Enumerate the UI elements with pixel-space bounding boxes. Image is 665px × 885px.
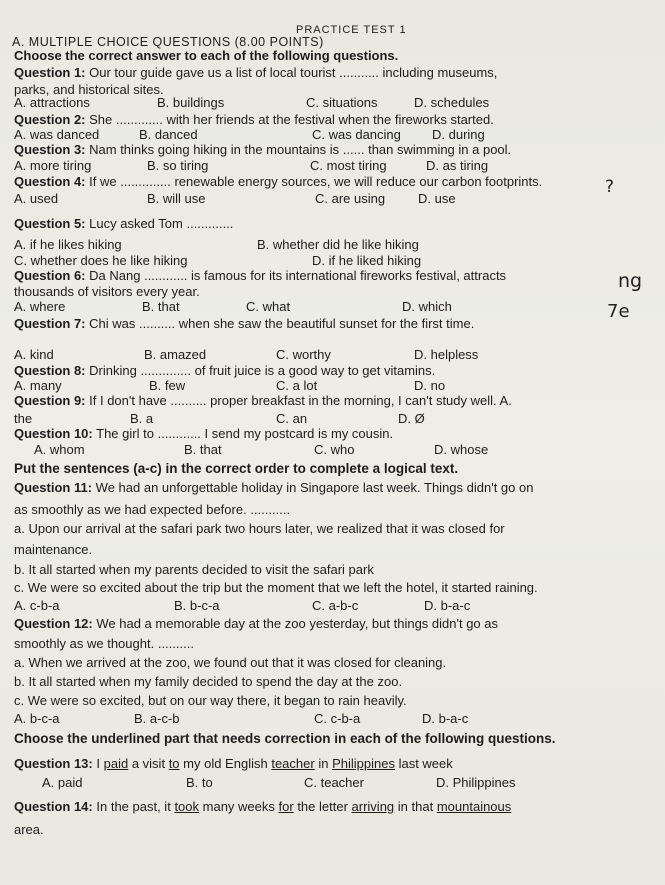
option-b: B. amazed	[144, 347, 207, 362]
question-14	[14, 799, 511, 815]
section-a-heading: A. MULTIPLE CHOICE QUESTIONS (8.00 POINTS)	[12, 35, 324, 49]
option-a: A. paid	[42, 775, 83, 790]
question-10-options	[14, 442, 654, 458]
option-d: D. use	[418, 191, 456, 206]
plain-word: In the past, it	[96, 799, 171, 814]
option-b: B. a-c-b	[134, 711, 180, 726]
option-b: B. danced	[139, 127, 198, 142]
answer-blank: .............	[186, 216, 234, 231]
question-text: Nam thinks going hiking in the mountains is	[89, 142, 340, 157]
plain-word: many weeks	[202, 799, 275, 814]
question-5-options-2	[14, 253, 654, 269]
plain-word: my old English	[183, 756, 268, 771]
page-title: PRACTICE TEST 1	[296, 24, 407, 36]
question-text: If we	[89, 174, 117, 189]
answer-blank: ......	[342, 142, 365, 157]
question-4	[14, 174, 542, 190]
option-a-text: the	[14, 411, 33, 426]
option-d: D. helpless	[414, 347, 479, 362]
question-text: I send my postcard is my cousin.	[204, 426, 394, 441]
plain-word: last week	[398, 756, 453, 771]
answer-blank: ............	[157, 426, 201, 441]
instruction	[14, 48, 398, 64]
question-text: as smoothly as we had expected before.	[14, 502, 247, 517]
plain-word: the letter	[297, 799, 348, 814]
plain-word: I	[96, 756, 100, 771]
sentence-b: b. It all started when my family decided to spend the day at the zoo.	[14, 674, 403, 689]
underlined-part-d: mountainous	[436, 799, 512, 814]
answer-blank: ..........	[157, 636, 194, 651]
question-text: renewable energy sources, we will reduce our carbon footprints.	[174, 174, 543, 189]
option-d: D. as tiring	[426, 158, 489, 173]
question-text: She	[89, 112, 113, 127]
underlined-part-a: took	[174, 799, 200, 814]
option-b: B. that	[184, 442, 222, 457]
question-text: is famous for its international fireworks festival, attracts	[191, 268, 507, 283]
option-a: A. if he likes hiking	[14, 237, 122, 252]
question-text: Lucy asked Tom	[89, 216, 183, 231]
question-11-cont	[14, 502, 290, 518]
question-5-options	[14, 237, 654, 253]
sentence-b: b. It all started when my parents decided to visit the safari park	[14, 562, 374, 577]
question-text: Chi was	[89, 316, 136, 331]
option-a: A. b-c-a	[14, 711, 60, 726]
question-2	[14, 112, 494, 128]
question-1-options	[14, 95, 654, 111]
option-b: B. a	[130, 411, 154, 426]
option-c: C. teacher	[304, 775, 364, 790]
answer-blank: ...........	[339, 65, 379, 80]
question-12-cont	[14, 636, 194, 652]
option-c: C. are using	[315, 191, 386, 206]
question-6	[14, 268, 506, 284]
underlined-part-a: paid	[103, 756, 129, 771]
option-b: B. whether did he like hiking	[257, 237, 419, 252]
question-7	[14, 316, 474, 332]
sentence-a: a. Upon our arrival at the safari park two hours later, we realized that it was closed for	[14, 521, 505, 536]
question-text: when she saw the beautiful sunset for the first time.	[178, 316, 475, 331]
question-6-options	[14, 299, 654, 315]
question-text: with her friends at the festival when the fireworks started.	[166, 112, 494, 127]
question-label: Question 2:	[14, 112, 86, 127]
question-label: Question 5:	[14, 216, 86, 231]
margin-note: 7e	[607, 301, 630, 322]
question-label: Question 12:	[14, 616, 93, 631]
answer-blank: .............	[115, 112, 163, 127]
option-d: D. schedules	[414, 95, 490, 110]
option-b: B. so tiring	[147, 158, 209, 173]
question-label: Question 13:	[14, 756, 93, 771]
question-10	[14, 426, 393, 442]
question-text: Drinking	[89, 363, 137, 378]
option-d: D. whose	[434, 442, 489, 457]
option-c: C. an	[276, 411, 308, 426]
option-a: A. where	[14, 299, 66, 314]
question-8	[14, 363, 435, 379]
question-9-options	[14, 411, 654, 427]
option-c: C. situations	[306, 95, 378, 110]
plain-word: in that	[397, 799, 434, 814]
option-c: C. worthy	[276, 347, 331, 362]
option-d: D. Philippines	[436, 775, 516, 790]
question-label: Question 8:	[14, 363, 86, 378]
option-d: D. b-a-c	[422, 711, 469, 726]
option-b: B. buildings	[157, 95, 225, 110]
answer-blank: ...........	[250, 502, 291, 517]
option-d: D. during	[432, 127, 485, 142]
option-a: A. more tiring	[14, 158, 92, 173]
question-text: proper breakfast in the morning, I can't study well. A.	[210, 393, 512, 408]
option-c: C. a-b-c	[312, 598, 359, 613]
question-3	[14, 142, 511, 158]
option-a: A. attractions	[14, 95, 90, 110]
underlined-part-c: arriving	[351, 799, 395, 814]
question-text: If I don't have	[89, 393, 167, 408]
option-a: A. whom	[34, 442, 85, 457]
answer-blank: ..........	[170, 393, 207, 408]
answer-blank: ............	[144, 268, 188, 283]
question-7-options	[14, 347, 654, 363]
question-12	[14, 616, 498, 632]
question-label: Question 7:	[14, 316, 86, 331]
margin-note: ?	[605, 177, 615, 197]
question-1	[14, 65, 497, 81]
option-b: B. b-c-a	[174, 598, 220, 613]
sentence-c: c. We were so excited about the trip but the moment that we left the hotel, it started raining.	[14, 580, 538, 595]
option-d: D. no	[414, 378, 446, 393]
question-label: Question 10:	[14, 426, 93, 441]
instruction-text: Choose the correct answer to each of the following questions.	[14, 48, 399, 63]
question-text: We had an unforgettable holiday in Singapore last week. Things didn't go on	[95, 480, 534, 495]
option-a: A. used	[14, 191, 59, 206]
question-11	[14, 480, 533, 496]
question-13-options	[14, 775, 654, 791]
sentence-c: c. We were so excited, but on our way there, it began to rain heavily.	[14, 693, 407, 708]
option-c: C. who	[314, 442, 355, 457]
option-b: B. to	[186, 775, 213, 790]
option-c: C. was dancing	[312, 127, 401, 142]
option-a: A. c-b-a	[14, 598, 60, 613]
question-label: Question 9:	[14, 393, 86, 408]
option-a: A. kind	[14, 347, 54, 362]
question-8-options	[14, 378, 654, 394]
question-14-cont: area.	[14, 822, 44, 837]
option-d: D. b-a-c	[424, 598, 471, 613]
question-9	[14, 393, 512, 409]
option-b: B. few	[149, 378, 186, 393]
question-1-cont: parks, and historical sites.	[14, 82, 164, 97]
question-12-options	[14, 711, 654, 727]
option-d: D. if he liked hiking	[312, 253, 422, 268]
question-text: than swimming in a pool.	[368, 142, 512, 157]
option-a: A. many	[14, 378, 62, 393]
section-c-heading: Choose the underlined part that needs correction in each of the following questions.	[14, 731, 556, 746]
question-text: of fruit juice is a good way to get vitamins.	[194, 363, 436, 378]
sentence-a-cont: maintenance.	[14, 542, 93, 557]
question-3-options	[14, 158, 654, 174]
question-13	[14, 756, 453, 772]
question-text: We had a memorable day at the zoo yesterday, but things didn't go as	[96, 616, 499, 631]
option-c: C. a lot	[276, 378, 318, 393]
question-label: Question 1:	[14, 65, 86, 80]
question-6-cont: thousands of visitors every year.	[14, 284, 200, 299]
plain-word: in	[318, 756, 329, 771]
question-label: Question 14:	[14, 799, 93, 814]
plain-word: a visit	[131, 756, 166, 771]
option-b: B. that	[142, 299, 180, 314]
question-label: Question 4:	[14, 174, 86, 189]
question-text: Our tour guide gave us a list of local tourist	[89, 65, 336, 80]
answer-blank: ..........	[139, 316, 176, 331]
option-c: C. most tiring	[310, 158, 387, 173]
question-text: Da Nang	[89, 268, 141, 283]
underlined-part-d: Philippines	[332, 756, 395, 771]
sentence-a: a. When we arrived at the zoo, we found out that it was closed for cleaning.	[14, 655, 447, 670]
option-c: C. what	[246, 299, 291, 314]
question-11-options	[14, 598, 654, 614]
question-5	[14, 216, 233, 232]
question-text: including museums,	[382, 65, 498, 80]
option-d: D. which	[402, 299, 452, 314]
option-d: D. Ø	[398, 411, 425, 426]
question-label: Question 6:	[14, 268, 86, 283]
question-text: The girl to	[96, 426, 154, 441]
question-label: Question 3:	[14, 142, 86, 157]
underlined-part-b: to	[168, 756, 180, 771]
question-4-options	[14, 191, 654, 207]
underlined-part-c: teacher	[271, 756, 315, 771]
underlined-part-b: for	[278, 799, 294, 814]
option-c: C. whether does he like hiking	[14, 253, 188, 268]
answer-blank: ..............	[140, 363, 192, 378]
margin-note: ng	[618, 270, 643, 292]
option-a: A. was danced	[14, 127, 100, 142]
question-text: smoothly as we thought.	[14, 636, 155, 651]
section-b-heading: Put the sentences (a-c) in the correct order to complete a logical text.	[14, 461, 459, 476]
option-c: C. c-b-a	[314, 711, 361, 726]
question-2-options	[14, 127, 654, 143]
answer-blank: ..............	[120, 174, 171, 189]
option-b: B. will use	[147, 191, 206, 206]
question-label: Question 11:	[14, 480, 93, 495]
